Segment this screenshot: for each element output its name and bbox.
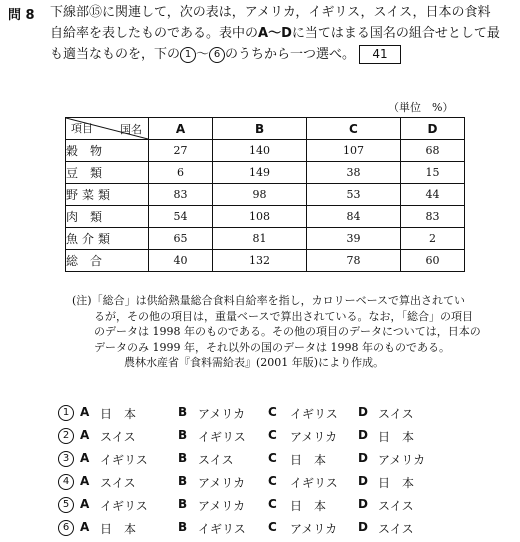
choice-country-a: スイス	[100, 476, 136, 490]
choice-country-c: 日 本	[290, 499, 327, 513]
choice-number-circle[interactable]: 1	[58, 405, 74, 421]
choice-letter-a: A	[80, 497, 90, 511]
table-cell: 78	[306, 250, 400, 272]
table-cell: 68	[400, 140, 464, 162]
table-row	[66, 162, 465, 184]
choice-country-b: スイス	[198, 453, 234, 467]
table-cell: 83	[149, 184, 213, 206]
question-text-part: 下線部	[50, 5, 90, 20]
row-item-label: 穀物	[66, 140, 149, 162]
choice-letter-a: A	[80, 451, 90, 465]
table-cell: 132	[213, 250, 307, 272]
choice-letter-c: C	[268, 497, 277, 511]
question-line-3	[50, 44, 515, 65]
question-line-2	[50, 23, 515, 44]
table-row	[66, 184, 465, 206]
table-cell: 140	[213, 140, 307, 162]
choice-country-b: アメリカ	[198, 476, 246, 490]
note-line: のデータは 1998 年のものである。その他の項目のデータについては，日本の	[94, 325, 481, 338]
column-header-b: B	[213, 118, 307, 140]
table-cell: 39	[306, 228, 400, 250]
corner-label-country: 国名	[120, 123, 142, 136]
question-text-part: に関連して，次の表は，アメリカ，イギリス，スイス，日本の食料	[102, 5, 491, 20]
table-cell: 6	[149, 162, 213, 184]
choice-letter-d: D	[358, 497, 368, 511]
row-item-label: 総合	[66, 250, 149, 272]
table-cell: 108	[213, 206, 307, 228]
choice-country-a: スイス	[100, 430, 136, 444]
choice-number-circle[interactable]: 3	[58, 451, 74, 467]
choice-letter-b: B	[178, 405, 188, 419]
row-item-label: 野菜類	[66, 184, 149, 206]
choice-country-c: アメリカ	[290, 430, 338, 444]
choice-country-a: イギリス	[100, 453, 148, 467]
table-corner-cell	[66, 118, 149, 140]
unit-label: （単位 %）	[388, 101, 454, 114]
note-line: るが，その他の項目は，重量ベースで算出されている。なお，「総合」の項目	[94, 309, 473, 323]
column-header-c: C	[306, 118, 400, 140]
choice-letter-a: A	[80, 474, 90, 488]
choice-letter-a: A	[80, 405, 90, 419]
choice-letter-d: D	[358, 405, 368, 419]
choice-country-b: イギリス	[198, 522, 246, 536]
choice-letter-d: D	[358, 520, 368, 534]
choice-letter-d: D	[358, 451, 368, 465]
choice-letter-a: A	[80, 428, 90, 442]
question-text	[50, 2, 515, 65]
choice-country-a: 日 本	[100, 407, 137, 421]
choice-country-b: イギリス	[198, 430, 246, 444]
choice-country-c: イギリス	[290, 407, 338, 421]
choice-letter-b: B	[178, 428, 188, 442]
table-cell: 2	[400, 228, 464, 250]
question-text-part: 自給率を表したものである。表中の	[50, 26, 259, 41]
table-note	[72, 293, 512, 371]
choice-country-c: アメリカ	[290, 522, 338, 536]
choice-country-d: スイス	[378, 522, 414, 536]
choice-number-circle[interactable]: 2	[58, 428, 74, 444]
table-cell: 107	[306, 140, 400, 162]
choice-country-d: スイス	[378, 499, 414, 513]
choice-country-b: アメリカ	[198, 407, 246, 421]
choice-country-c: イギリス	[290, 476, 338, 490]
table-header-row	[66, 118, 465, 140]
question-line-1	[50, 2, 515, 23]
source-citation: 農林水産省『食料需給表』(2001 年版)により作成。	[124, 356, 385, 369]
choice-country-d: 日 本	[378, 476, 415, 490]
underline-reference-marker: ⑮	[89, 5, 103, 20]
table-cell: 15	[400, 162, 464, 184]
choice-number-circle[interactable]: 4	[58, 474, 74, 490]
table-cell: 98	[213, 184, 307, 206]
choice-letter-c: C	[268, 428, 277, 442]
table-cell: 60	[400, 250, 464, 272]
choice-country-d: スイス	[378, 407, 414, 421]
choice-number-circle[interactable]: 5	[58, 497, 74, 513]
table-cell: 81	[213, 228, 307, 250]
choice-number-circle[interactable]: 6	[58, 520, 74, 536]
choice-letter-b: B	[178, 474, 188, 488]
question-number: 問 8	[8, 8, 35, 23]
choice-letter-d: D	[358, 474, 368, 488]
question-text-part: に当てはまる国名の組合せとして最	[291, 26, 500, 41]
table-cell: 38	[306, 162, 400, 184]
choice-letter-b: B	[178, 497, 188, 511]
table-row	[66, 206, 465, 228]
choice-letter-a: A	[80, 520, 90, 534]
corner-label-item: 項目	[71, 122, 93, 135]
choice-country-d: 日 本	[378, 430, 415, 444]
table-row	[66, 228, 465, 250]
range-separator: 〜	[196, 47, 210, 62]
row-item-label: 魚介類	[66, 228, 149, 250]
choice-letter-c: C	[268, 474, 277, 488]
table-cell: 44	[400, 184, 464, 206]
column-header-d: D	[400, 118, 464, 140]
choice-country-d: アメリカ	[378, 453, 426, 467]
data-table	[65, 117, 465, 272]
choice-country-b: アメリカ	[198, 499, 246, 513]
range-start-circled-number: 1	[180, 47, 196, 63]
table-row	[66, 250, 465, 272]
table-cell: 65	[149, 228, 213, 250]
question-range-letters: A〜D	[258, 26, 292, 41]
choice-letter-c: C	[268, 405, 277, 419]
choice-letter-b: B	[178, 520, 188, 534]
choice-letter-b: B	[178, 451, 188, 465]
row-item-label: 肉類	[66, 206, 149, 228]
choice-country-a: イギリス	[100, 499, 148, 513]
choice-letter-c: C	[268, 451, 277, 465]
choice-country-c: 日 本	[290, 453, 327, 467]
row-item-label: 豆類	[66, 162, 149, 184]
range-end-circled-number: 6	[209, 47, 225, 63]
table-cell: 84	[306, 206, 400, 228]
choice-letter-d: D	[358, 428, 368, 442]
column-header-a: A	[149, 118, 213, 140]
note-line: データのみ 1999 年，それ以外の国のデータは 1998 年のものである。	[94, 340, 450, 354]
table-cell: 83	[400, 206, 464, 228]
table-cell: 53	[306, 184, 400, 206]
table-cell: 149	[213, 162, 307, 184]
table-cell: 54	[149, 206, 213, 228]
table-cell: 40	[149, 250, 213, 272]
note-line: (注)「総合」は供給熱量総合食料自給率を指し，カロリーベースで算出されてい	[72, 294, 466, 307]
choice-letter-c: C	[268, 520, 277, 534]
question-text-part: のうちから一つ選べ。	[225, 47, 356, 62]
choice-country-a: 日 本	[100, 522, 137, 536]
question-text-part: も適当なものを，下の	[50, 47, 181, 62]
table-cell: 27	[149, 140, 213, 162]
table-row	[66, 140, 465, 162]
answer-number-box[interactable]: 41	[359, 45, 401, 64]
